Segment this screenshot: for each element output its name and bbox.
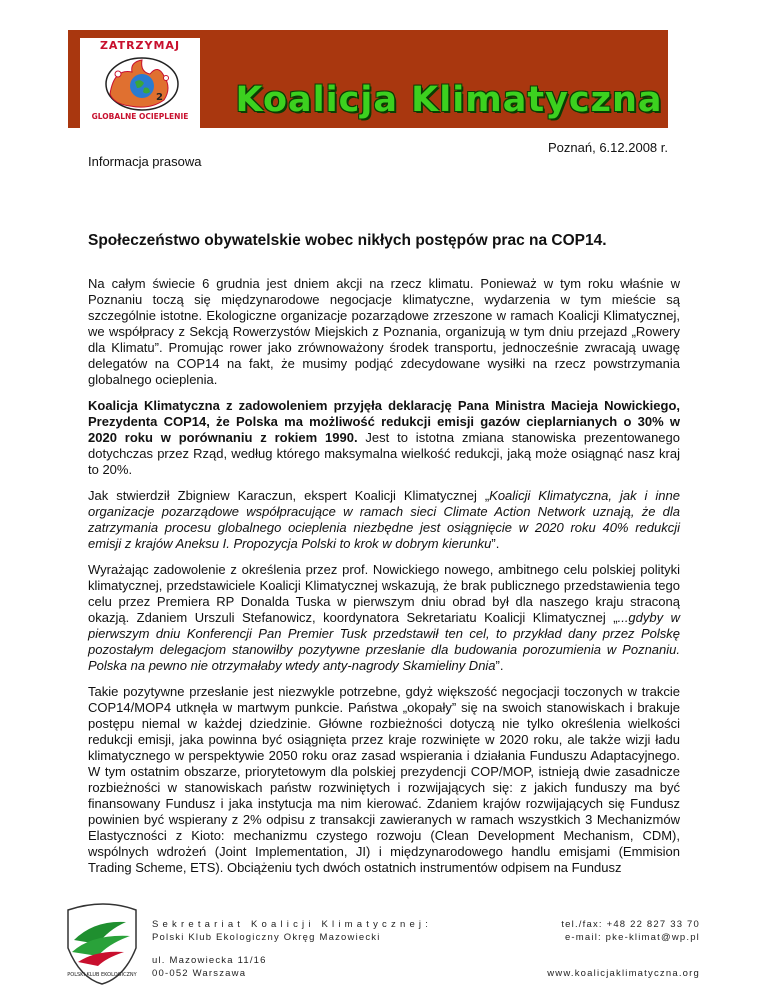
logo-top-text: ZATRZYMAJ	[99, 39, 181, 52]
footer	[0, 894, 768, 994]
paragraph-3-intro: Jak stwierdził Zbigniew Karaczun, ekspert Koalicji Klimatycznej „	[88, 488, 490, 503]
press-release-label: Informacja prasowa	[88, 154, 202, 169]
footer-organization: Polski Klub Ekologiczny Okręg Mazowiecki	[152, 932, 381, 943]
footer-website[interactable]: www.koalicjaklimatyczna.org	[547, 968, 700, 979]
paragraph-5: Takie pozytywne przesłanie jest niezwykle potrzebne, gdyż większość negocjacji toczonych w trakcie COP14/MOP4 utknęła w martwym punkcie. Państwa „okopały” się na swoich stanowiskach i brakuje postępu niemal w każdej dziedzinie. Główne rozbieżności dotyczą nie tylko określenia wielkości redukcji emisji, jaka powinna być osiągnięta przez kraje rozwinięte w 2020 roku, ale także wizji ładu klimatycznego w perspektywie 2050 roku oraz zasad wspierania i działania Funduszu Adaptacyjnego. W tym ostatnim obszarze, priorytetowym dla polskiej prezydencji COP/MOP, istnieją dwie zasadnicze rozbieżności w stanowiskach państw rozwiniętych i rozwijających się: z jakich funduszy ma być finansowany Fundusz i jaka instytucja ma nim kierować. Zdaniem krajów rozwijających się Fundusz powinien być wspierany z 2% odpisu z transakcji zawieranych w ramach wszystkich 3 Mechanizmów Elastyczności z Kioto: mechanizmu czystego rozwoju (Clean Development Mechanism, CDM), wspólnych wdrożeń (Joint Implementation, JI) i międzynarodowego handlu emisjami (Emmision Trading Scheme, ETS). Obciążeniu tych dwóch ostatnich instrumentów odpisem na Fundusz	[88, 684, 680, 875]
footer-city: 00-052 Warszawa	[152, 968, 247, 979]
footer-phone: tel./fax: +48 22 827 33 70	[561, 919, 700, 930]
headline: Społeczeństwo obywatelskie wobec nikłych postępów prac na COP14.	[88, 232, 607, 249]
paragraph-3-quote: Koalicji Klimatyczna, jak i inne organizacje pozarządowe współpracujące w ramach sieci Climate Action Network uznają, że dla zatrzymania procesu globalnego ocieplenia niezbędne jest osiągnięcie w 2020 roku 40% redukcji emisji z krajów Aneksu I. Propozycja Polski to krok w dobrym kierunku	[88, 488, 680, 551]
logo-bottom-text: GLOBALNE OCIEPLENIE	[91, 112, 189, 121]
paragraph-2	[88, 398, 680, 478]
paragraph-4-end: ”.	[495, 658, 504, 673]
paragraph-1: Na całym świecie 6 grudnia jest dniem akcji na rzecz klimatu. Ponieważ w tym roku właśnie w Poznaniu toczą się międzynarodowe negocjacje klimatyczne, wydarzenia w tym mieście są szczególnie istotne. Ekologiczne organizacje pozarządowe zrzeszone w ramach Koalicji Klimatycznej, we współpracy z Sekcją Rowerzystów Miejskich z Poznania, organizują w tym dniu przejazd „Rowery dla Klimatu”. Promując rower jako zrównoważony środek transportu, jednocześnie zwracają uwagę delegatów na COP14 na fakt, że musimy podjąć zdecydowane wysiłki na rzecz powstrzymania globalnego ocieplenia.	[88, 276, 680, 387]
article-body	[88, 276, 680, 886]
paragraph-4-quote: ...gdyby w pierwszym dniu Konferencji Pan Premier Tusk przedstawił ten cel, to przykład dany przez Polskę pozostałym delegacjom stanowiłby pozytywne przesłanie dla budowania porozumienia w Poznaniu. Polska na pewno nie otrzymałaby wtedy anty-nagrody Skamieliny Dnia	[88, 610, 680, 673]
footer-email[interactable]: e-mail: pke-klimat@wp.pl	[564, 932, 700, 943]
footer-street: ul. Mazowiecka 11/16	[152, 955, 267, 966]
footer-secretariat: Sekretariat Koalicji Klimatycznej:	[152, 919, 433, 930]
paragraph-4	[88, 562, 680, 674]
pke-logo-text: POLSKI KLUB EKOLOGICZNY	[67, 972, 137, 978]
campaign-logo	[80, 38, 200, 128]
paragraph-4-intro: Wyrażając zadowolenie z określenia przez prof. Nowickiego nowego, ambitnego celu polskiej polityki klimatycznej, przedstawiciele Koalicji Klimatycznej wskazują, że brak publicznego przedstawienia tego celu przez Premiera RP Donalda Tuska w pierwszym dniu obrad był dla naszego kraju straconą okazją. Zdaniem Urszuli Stefanowicz, koordynatora Sekretariatu Koalicji Klimatycznej „	[88, 562, 680, 625]
paragraph-3-end: ”.	[491, 536, 500, 551]
pke-logo-icon	[64, 900, 140, 986]
footer-address	[152, 918, 432, 980]
paragraph-2-bold: Koalicja Klimatyczna z zadowoleniem przyjęła deklarację Pana Ministra Macieja Nowickiego, Prezydenta COP14, że Polska ma możliwość redukcji emisji gazów cieplarnianych o 30% w 2020 roku w porównaniu z rokiem 1990.	[88, 398, 680, 445]
footer-contact	[547, 918, 700, 980]
co2-label: 2	[156, 92, 163, 103]
coalition-title: Koalicja Klimatyczna	[235, 80, 663, 120]
paragraph-3	[88, 488, 680, 552]
dateline: Poznań, 6.12.2008 r.	[548, 140, 668, 155]
paragraph-2-text: Jest to istotna zmiana stanowiska prezentowanego dotychczas przez Rząd, według którego maksymalna wielkość redukcji, jaką może osiągnąć nasz kraj to 20%.	[88, 430, 680, 477]
